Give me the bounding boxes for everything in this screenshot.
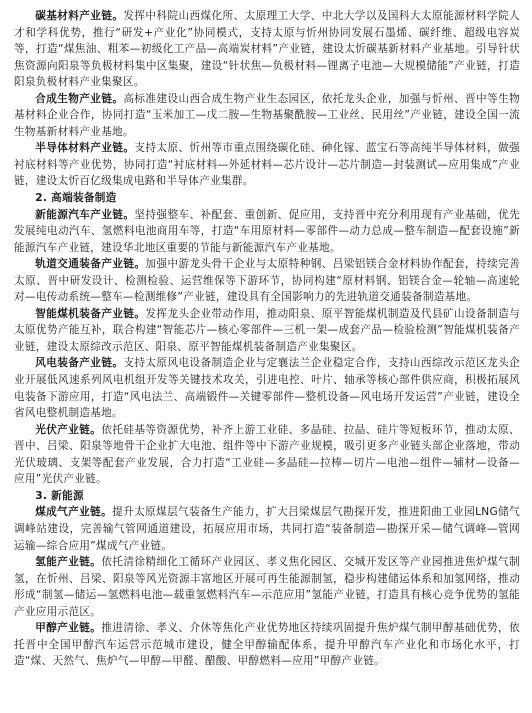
paragraph-text: 发挥中科院山西煤化所、太原理工大学、中北大学以及国科大太原能源材料学院人才和学科优势，推行“研发+产业化”协同模式，支持太原与忻州协同发展石墨烯、碳纤维、超级电容炭等，打造“煤焦油、粗苯—初级化工产品—高端炭材料”产业链，建设太忻碳基新材料产业基地。引导针状焦资源向阳泉等负极材料集中区集聚，建设“针状焦—负极材料—锂离子电池—大规模储能”产业链，打造阳泉负极材料产业集聚区。 — [14, 10, 520, 89]
section-heading-high-end-equipment: 2. 高端装备制造 — [35, 192, 117, 205]
paragraph-text: 支持太原风电设备制造企业与定襄法兰企业稳定合作，支持山西综改示范区龙头企业开展低风速系列风电机组开发等关键技术攻关，引进电控、叶片、轴承等核心部件供应商，积极拓展风电装备下游应用，打造“风电法兰、高端锻件—关键零部件—整机设备—风电场开发运营”产业链，建设全省风电整机制造基地。 — [14, 357, 520, 420]
paragraph-methanol — [14, 620, 520, 670]
paragraph-text: 推进清徐、孝义、介休等焦化产业优势地区持续巩固提升焦炉煤气制甲醇基础优势，依托晋中全国甲醇汽车运营示范城市建设，健全甲醇输配体系，提升甲醇汽车产业化和市场化水平，打造“煤、天然气、焦炉气—甲醇—甲醛、醋酸、甲醇燃料—应用”甲醇产业链。 — [14, 622, 520, 668]
section-heading-new-energy: 3. 新能源 — [35, 489, 84, 502]
paragraph-term: 光伏产业链。 — [35, 423, 102, 436]
paragraph-synthetic-biology — [14, 91, 520, 141]
paragraph-term: 风电装备产业链。 — [35, 357, 124, 370]
paragraph-term: 半导体材料产业链。 — [35, 142, 135, 155]
paragraph-text: 支持太原、忻州等市重点围绕碳化硅、砷化镓、蓝宝石等高纯半导体材料，做强衬底材料等产业优势，协同打造“衬底材料—外延材料—芯片设计—芯片制造—封装测试—应用集成”产业链，建设太忻百亿级集成电路和半导体产业集群。 — [14, 142, 521, 188]
paragraph-text: 提升太原煤层气装备生产能力，扩大吕梁煤层气勘探开发，推进阳曲工业园LNG储气调峰站建设，完善输气管网通道建设，拓展应用市场，共同打造“装备制造—勘探开采—储气调峰—管网运输—综合应用”煤成气产业链。 — [14, 506, 520, 552]
paragraph-text: 加强中游龙头骨干企业与太原特种钢、吕梁铝镁合金材料协作配套，持续完善太原、晋中研发设计、检测检验、运营维保等下游环节，协同构建“原材料钢、铝镁合金—轮轴—高速轮对—电传动系统—整车—检测维修”产业链，建设具有全国影响力的先进轨道交通装备制造基地。 — [14, 258, 520, 304]
paragraph-coal-gas — [14, 504, 520, 554]
paragraph-term: 轨道交通装备产业链。 — [35, 258, 146, 271]
paragraph-carbon-materials — [14, 8, 520, 91]
paragraph-coal-machinery — [14, 306, 520, 356]
paragraph-term: 煤成气产业链。 — [35, 506, 113, 519]
paragraph-term: 合成生物产业链。 — [35, 92, 124, 105]
paragraph-term: 智能煤机装备产业链。 — [35, 307, 146, 320]
document-body — [14, 8, 520, 670]
paragraph-rail-transit — [14, 256, 520, 306]
paragraph-text: 高标准建设山西合成生物产业生态园区，依托龙头企业，加强与忻州、晋中等生物基材料企业合作，协同打造“玉米加工—戊二胺—生物基聚酰胺—工业丝、民用丝”产业链，建设全国一流生物基新材料产业基地。 — [14, 92, 520, 138]
paragraph-text: 坚持强整车、补配套、重创新、促应用，支持晋中充分利用现有产业基础，优先发展纯电动汽车、氢燃料电池商用车等，打造“车用原材料—零部件—动力总成—整车制造—配套设施”新能源汽车产业链，建设华北地区重要的节能与新能源汽车产业基地。 — [14, 208, 521, 254]
paragraph-wind-power — [14, 355, 520, 421]
paragraph-term: 氢能产业链。 — [35, 556, 102, 569]
paragraph-text: 依托硅基等资源优势，补齐上游工业硅、多晶硅、拉晶、硅片等短板环节，推动太原、晋中、吕梁、阳泉等地骨干企业扩大电池、组件等中下游产业规模，吸引更多产业链头部企业落地，带动光伏玻璃、支架等配套产业发展，合力打造“工业硅—多晶硅—拉棒—切片—电池—组件—辅材—设备—应用”光伏产业链。 — [14, 423, 520, 486]
paragraph-term: 碳基材料产业链。 — [35, 10, 124, 22]
paragraph-new-energy-vehicles — [14, 207, 520, 257]
paragraph-semiconductor — [14, 140, 520, 190]
paragraph-term: 甲醇产业链。 — [35, 622, 102, 635]
paragraph-hydrogen — [14, 554, 520, 620]
paragraph-photovoltaic — [14, 422, 520, 488]
paragraph-term: 新能源汽车产业链。 — [35, 208, 135, 221]
paragraph-text: 发挥龙头企业带动作用，推动阳泉、原平智能煤机制造及代县矿山设备制造与太原优势产能互补，联合构建“智能芯片—核心零部件—三机一架—成套产品—检验检测”智能煤机装备产业链，建设太原综改示范区、阳泉、原平智能煤机装备制造产业集聚区。 — [14, 307, 520, 353]
paragraph-text: 依托清徐精细化工循环产业园区、孝义焦化园区、交城开发区等产业园推进焦炉煤气制氢，在忻州、吕梁、阳泉等风光资源丰富地区开展可再生能源制氢，稳步构建储运体系和加氢网络，推动形成“制氢—储运—氢燃料电池—载重氢燃料汽车—示范应用”氢能产业链，打造具有核心竞争优势的氢能产业应用示范区。 — [14, 556, 520, 618]
